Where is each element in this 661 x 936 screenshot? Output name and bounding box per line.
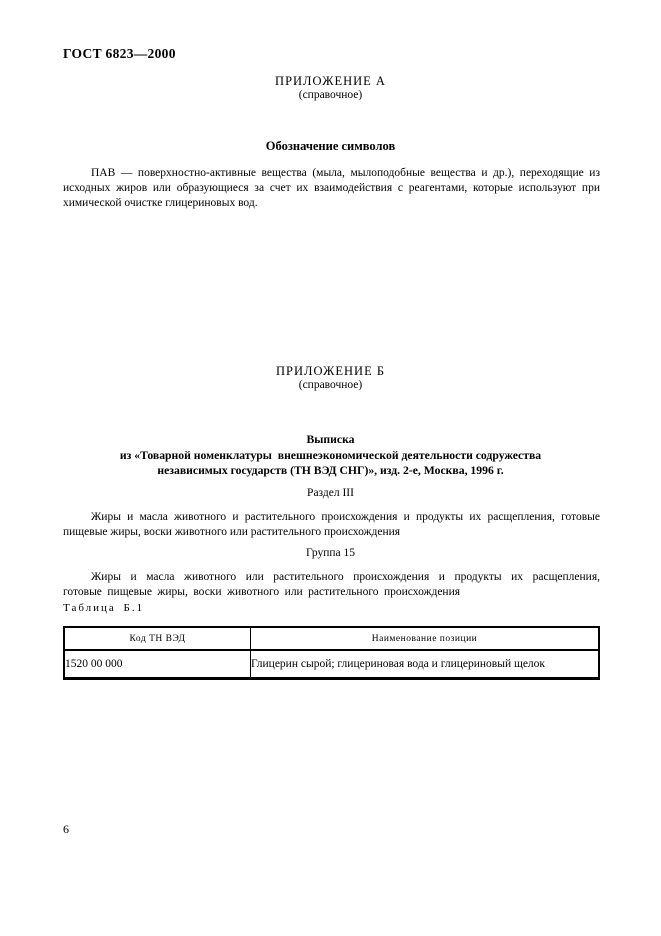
table-header-code: Код ТН ВЭД (64, 627, 251, 650)
table-cell-code: 1520 00 000 (64, 650, 251, 679)
appendix-b-title: ПРИЛОЖЕНИЕ Б (275, 364, 386, 378)
group-paragraph: Жиры и масла животного или растительного происхождения и продукты их расщепления, готовые пищевые жиры, воски животного или растительного происхождения (63, 571, 600, 598)
page-number: 6 (63, 822, 69, 836)
section-paragraph: Жиры и масла животного и растительного происхождения и продукты их расщепления, готовые пищевые жиры, воски животного или растительного происхождения (63, 511, 600, 538)
table-header-row (64, 627, 599, 650)
table-b1-body (64, 650, 599, 679)
table-b1-head (64, 627, 599, 650)
section-label: Раздел III (307, 487, 354, 499)
extract-subtitle-line1: из «Товарной номенклатуры внешнеэкономической деятельности содружества (119, 448, 542, 462)
table-row (64, 650, 599, 679)
extract-subtitle-line2: независимых государств (ТН ВЭД СНГ)», изд. 2-е, Москва, 1996 г. (157, 464, 504, 477)
appendix-b-subtitle: (справочное) (298, 379, 363, 391)
table-b1-label: Таблица Б.1 (63, 602, 145, 614)
doc-number: ГОСТ 6823—2000 (63, 46, 176, 61)
extract-title: Выписка (306, 433, 355, 446)
symbols-heading: Обозначение символов (265, 139, 396, 153)
symbols-paragraph: ПАВ — поверхностно-активные вещества (мыла, мылоподобные вещества и др.), переходящие из исходных жиров или образующиеся за счет их взаимодействия с реагентами, которые используют при химической очистке глицериновых вод. (63, 167, 600, 209)
table-cell-name: Глицерин сырой; глицериновая вода и глицериновый щелок (251, 658, 546, 670)
table-header-name: Наименование позиции (251, 627, 600, 650)
group-label: Группа 15 (305, 547, 356, 559)
appendix-a-title: ПРИЛОЖЕНИЕ А (275, 74, 386, 88)
appendix-a-subtitle: (справочное) (298, 89, 363, 101)
table-b1 (63, 626, 600, 680)
